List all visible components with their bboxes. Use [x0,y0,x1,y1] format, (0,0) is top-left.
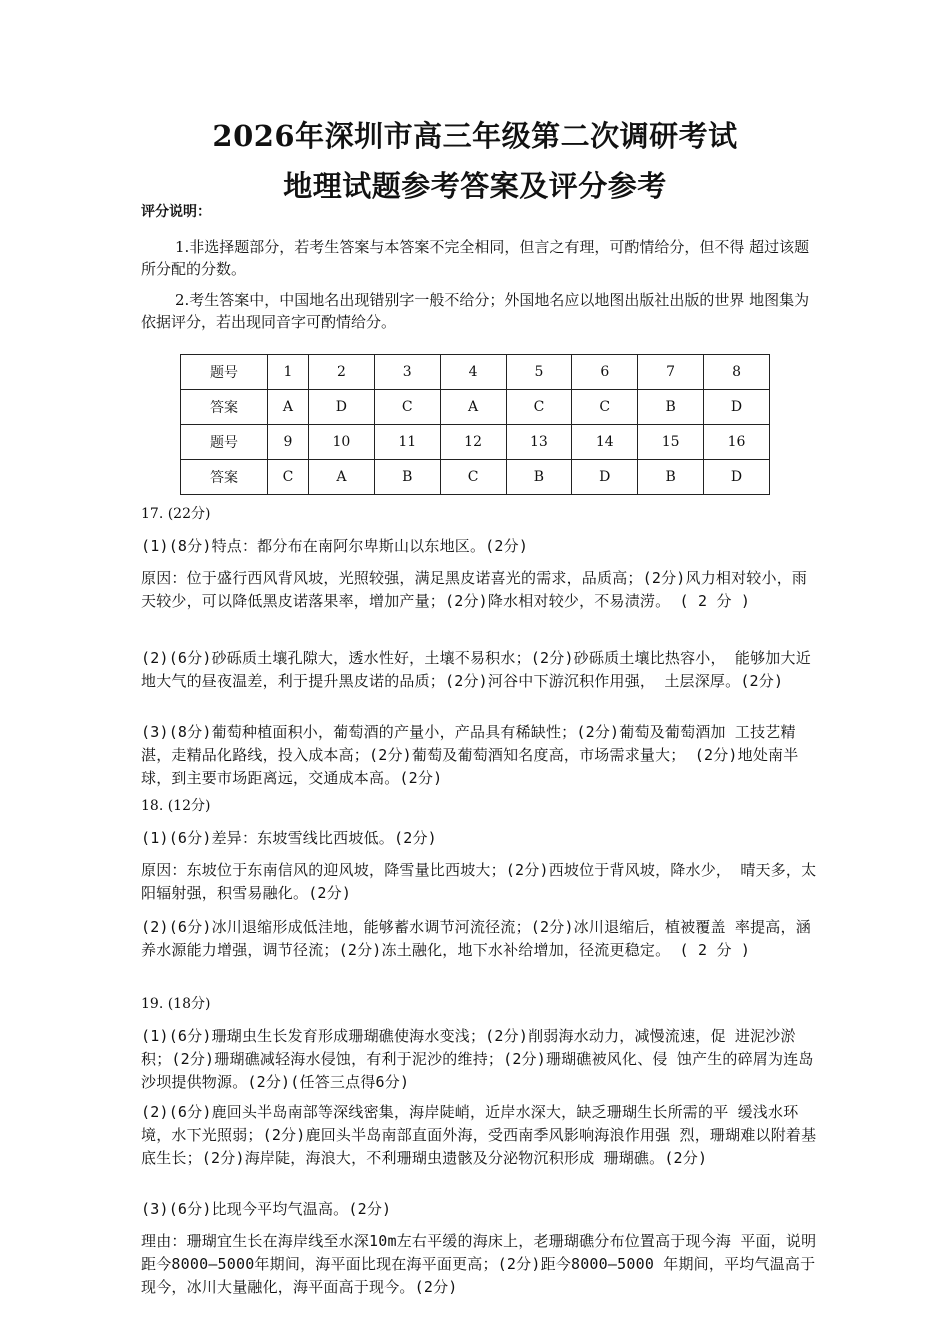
table-cell: 答案 [181,460,268,495]
q19-part1: (1)(6分)珊瑚虫生长发育形成珊瑚礁使海水变浅；(2分)削弱海水动力，减慢流速，促 进泥沙淤积；(2分)珊瑚礁减轻海水侵蚀，有利于泥沙的维持；(2分)珊瑚礁被风化、侵 蚀产生的碎屑为连岛沙坝提供物源。(2分)(任答三点得6分) [141,1027,814,1091]
document-subtitle: 地理试题参考答案及评分参考 [283,169,667,203]
table-cell: 14 [572,425,638,460]
table-cell: 4 [440,355,506,390]
table-cell: A [268,390,309,425]
q17-part3: (3)(8分)葡萄种植面积小，葡萄酒的产量小，产品具有稀缺性；(2分)葡萄及葡萄酒加 工技艺精湛，走精品化路线，投入成本高；(2分)葡萄及葡萄酒知名度高，市场需求量大； (2分)地处南半球，到主要市场距离远，交通成本高。(2分) [141,723,799,787]
answer-table [180,354,770,495]
table-cell: D [704,390,770,425]
table-cell: A [308,460,374,495]
table-cell: D [704,460,770,495]
scoring-note-2: 2.考生答案中，中国地名出现错别字一般不给分；外国地名应以地图出版社出版的世界 地图集为依据评分，若出现同音字可酌情给分。 [141,291,810,331]
table-cell: B [506,460,572,495]
table-cell: 答案 [181,390,268,425]
table-cell: B [374,460,440,495]
table-cell: B [638,460,704,495]
table-cell: 11 [374,425,440,460]
q18-reason: 原因：东坡位于东南信风的迎风坡，降雪量比西坡大；(2分)西坡位于背风坡，降水少， 晴天多，太阳辐射强，积雪易融化。(2分) [141,861,817,902]
table-cell: 13 [506,425,572,460]
table-cell: 3 [374,355,440,390]
table-cell: 6 [572,355,638,390]
table-cell: 1 [268,355,309,390]
table-cell: D [572,460,638,495]
q19-part2: (2)(6分)鹿回头半岛南部等深线密集，海岸陡峭，近岸水深大，缺乏珊瑚生长所需的平 缓浅水环境，水下光照弱；(2分)鹿回头半岛南部直面外海，受西南季风影响海浪作用强 烈，珊瑚难以附着基底生长；(2分)海岸陡，海浪大，不利珊瑚虫遗骸及分泌物沉积形成 珊瑚礁。(2分) [141,1103,817,1167]
table-cell: 题号 [181,355,268,390]
q18-part1: (1)(6分)差异：东坡雪线比西坡低。(2分) [141,829,437,847]
table-cell: 题号 [181,425,268,460]
table-row [181,390,770,425]
table-cell: 12 [440,425,506,460]
table-cell: C [506,390,572,425]
table-cell: 8 [704,355,770,390]
scoring-note-1: 1.非选择题部分，若考生答案与本答案不完全相同，但言之有理，可酌情给分，但不得 超过该题所分配的分数。 [141,238,810,278]
table-row [181,460,770,495]
table-cell: C [440,460,506,495]
q17-part1: (1)(8分)特点：都分布在南阿尔卑斯山以东地区。(2分) [141,537,529,555]
q18-part2: (2)(6分)冰川退缩形成低洼地，能够蓄水调节河流径流；(2分)冰川退缩后，植被覆盖 率提高，涵养水源能力增强，调节径流；(2分)冻土融化，地下水补给增加，径流更稳定。 ( 2 分 ) [141,918,811,959]
table-cell: C [374,390,440,425]
table-cell: 10 [308,425,374,460]
table-cell: C [572,390,638,425]
q17-part2: (2)(6分)砂砾质土壤孔隙大，透水性好，土壤不易积水；(2分)砂砾质土壤比热容小， 能够加大近地大气的昼夜温差，利于提升黑皮诺的品质；(2分)河谷中下游沉积作用强， 土层深厚。(2分) [141,649,811,690]
table-cell: 9 [268,425,309,460]
q17-reason: 原因：位于盛行西风背风坡，光照较强，满足黑皮诺喜光的需求，品质高；(2分)风力相对较小，雨天较少，可以降低黑皮诺落果率，增加产量；(2分)降水相对较少，不易渍涝。 ( 2 分 ) [141,569,808,610]
table-cell: 7 [638,355,704,390]
table-cell: 15 [638,425,704,460]
table-cell: A [440,390,506,425]
q19-reason: 理由：珊瑚宜生长在海岸线至水深10m左右平缓的海床上，老珊瑚礁分布位置高于现今海 平面，说明距今8000—5000年期间，海平面比现在海平面更高；(2分)距今8000—5000 年期间，平均气温高于现今，冰川大量融化，海平面高于现今。(2分) [141,1232,817,1296]
table-cell: 16 [704,425,770,460]
q19-heading: 19. (18分) [141,996,211,1012]
document-title: 2026年深圳市高三年级第二次调研考试 [212,119,738,153]
table-row [181,425,770,460]
q18-heading: 18. (12分) [141,798,211,814]
q17-heading: 17. (22分) [141,506,211,522]
table-row [181,355,770,390]
table-cell: C [268,460,309,495]
table-cell: 2 [308,355,374,390]
table-cell: 5 [506,355,572,390]
table-cell: D [308,390,374,425]
scoring-notes-heading: 评分说明： [141,204,211,220]
q19-part3: (3)(6分)比现今平均气温高。(2分) [141,1200,392,1218]
table-cell: B [638,390,704,425]
